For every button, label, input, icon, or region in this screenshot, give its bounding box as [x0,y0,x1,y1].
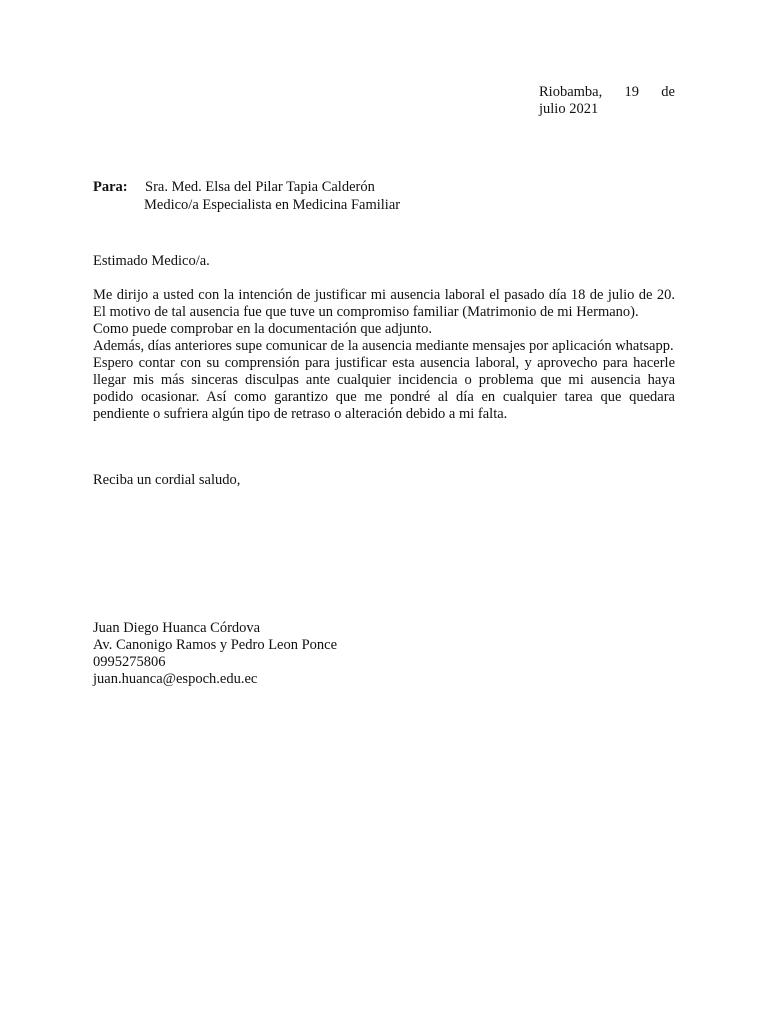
recipient-row [93,178,693,196]
recipient-title: Medico/a Especialista en Medicina Familiar [144,197,401,213]
body-paragraph-2: Como puede comprobar en la documentación que adjunto. [93,321,433,337]
signature-email: juan.huanca@espoch.edu.ec [93,671,258,687]
date-month-year: julio 2021 [539,101,599,117]
signature-name: Juan Diego Huanca Córdova [93,620,261,636]
date-city: Riobamba, [539,84,603,100]
body-paragraph-4: Espero contar con su comprensión para justificar esta ausencia laboral, y aprovecho para hacerle llegar mis más sinceras disculpas ante cualquier incidencia o problema que mi ausencia haya podido ocasionar. Así como garantizo que me pondré al día en cualquier tarea que quedara pendiente o sufriera algún tipo de retraso o alteración debido a mi falta. [93,355,675,422]
date-line [539,84,675,101]
body-paragraph-1: Me dirijo a usted con la intención de justificar mi ausencia laboral el pasado día 18 de julio de 20. El motivo de tal ausencia fue que tuve un compromiso familiar (Matrimonio de mi Hermano). [93,287,675,320]
greeting: Estimado Medico/a. [93,253,210,269]
date-day: 19 [624,84,640,100]
body-paragraph-3: Además, días anteriores supe comunicar de la ausencia mediante mensajes por aplicación whatsapp. [93,338,674,354]
recipient-block [93,178,693,214]
recipient-name: Sra. Med. Elsa del Pilar Tapia Calderón [145,179,375,195]
letter-body [93,253,675,423]
signature-block [93,620,337,688]
closing-line: Reciba un cordial saludo, [93,472,241,488]
signature-phone: 0995275806 [93,654,166,670]
date-block [539,84,675,118]
signature-address: Av. Canonigo Ramos y Pedro Leon Ponce [93,637,338,653]
date-preposition: de [661,84,675,100]
recipient-label: Para: [93,179,128,195]
